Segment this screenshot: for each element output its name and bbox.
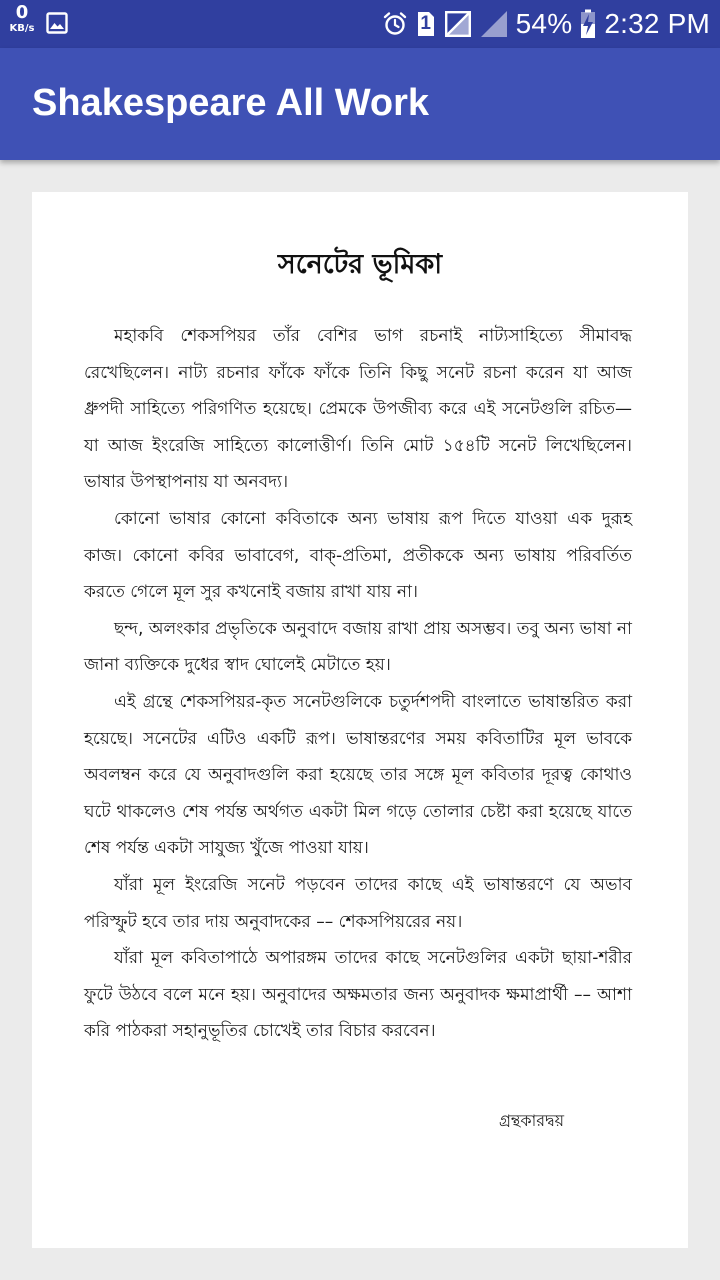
gallery-icon [46, 12, 68, 34]
network-speed-indicator [6, 4, 38, 34]
paragraph: এই গ্রন্থে শেকসপিয়র-কৃত সনেটগুলিকে চতুর্দশপদী বাংলাতে ভাষান্তরিত করা হয়েছে। সনেটের এটিও একটি রূপ। ভাষান্তরণের সময় কবিতাটির মূল ভাবকে অবলম্বন করে যে অনুবাদগুলি করা হয়েছে তার সঙ্গে মূল কবিতার দূরত্ব কোথাও ঘটে থাকলেও শেষ পর্যন্ত অর্থগত একটা মিল গড়ে তোলার চেষ্টা করা হয়েছে যাতে শেষ পর্যন্ত একটা সাযুজ্য খুঁজে পাওয়া যায়। [84, 691, 632, 859]
author-signature: গ্রন্থকারদ্বয় [499, 1111, 564, 1130]
alarm-icon [382, 11, 408, 37]
paragraph: ছন্দ, অলংকার প্রভৃতিকে অনুবাদে বজায় রাখা প্রায় অসম্ভব। তবু অন্য ভাষা না জানা ব্যক্তিকে দুধের স্বাদ ঘোলেই মেটাতে হয়। [84, 618, 632, 676]
book-page[interactable] [32, 192, 688, 1248]
paragraph: কোনো ভাষার কোনো কবিতাকে অন্য ভাষায় রূপ দিতে যাওয়া এক দুরূহ কাজ। কোনো কবির ভাবাবেগ, বাক্‌-প্রতিমা, প্রতীককে অন্য ভাষায় পরিবর্তিত করতে গেলে মূল সুর কখনোই বজায় রাখা যায় না। [84, 508, 632, 603]
network-speed-value: 0 [15, 2, 29, 23]
signal-strength-icon [480, 10, 508, 38]
status-bar [0, 0, 720, 48]
clock: 2:32 PM [604, 8, 710, 39]
page-heading: সনেটের ভূমিকা [277, 249, 443, 280]
status-icons-group [382, 0, 710, 48]
battery-charging-icon [580, 9, 596, 39]
sim-icon [416, 10, 436, 38]
paragraph: যাঁরা মূল কবিতাপাঠে অপারঙ্গম তাদের কাছে সনেটগুলির একটা ছায়া-শরীর ফুটে উঠবে বলে মনে হয়। অনুবাদের অক্ষমতার জন্য অনুবাদক ক্ষমাপ্রার্থী –– আশা করি পাঠকরা সহানুভূতির চোখেই তার বিচার করবেন। [84, 948, 632, 1042]
page-body [84, 318, 632, 1050]
paragraph: মহাকবি শেকসপিয়র তাঁর বেশির ভাগ রচনাই নাট্যসাহিত্যে সীমাবদ্ধ রেখেছিলেন। নাট্য রচনার ফাঁকে ফাঁকে তিনি কিছু সনেট রচনা করেন যা আজ ধ্রুপদী সাহিত্যে পরিগণিত হয়েছে। প্রেমকে উপজীব্য করে এই সনেটগুলি রচিত— যা আজ ইংরেজি সাহিত্যে কালোত্তীর্ণ। তিনি মোট ১৫৪টি সনেট লিখেছিলেন। ভাষার উপস্থাপনায় যা অনবদ্য। [84, 326, 632, 493]
paragraph: যাঁরা মূল ইংরেজি সনেট পড়বেন তাদের কাছে এই ভাষান্তরণে যে অভাব পরিস্ফুট হবে তার দায় অনুবাদকের –– শেকসপিয়রের নয়। [84, 874, 632, 932]
sim-slot-number: 1 [420, 13, 431, 34]
app-bar [0, 48, 720, 160]
app-title: Shakespeare All Work [32, 82, 430, 124]
battery-percent: 54% [515, 8, 573, 39]
network-speed-unit: KB/s [9, 23, 35, 34]
signal-icon [444, 10, 472, 38]
